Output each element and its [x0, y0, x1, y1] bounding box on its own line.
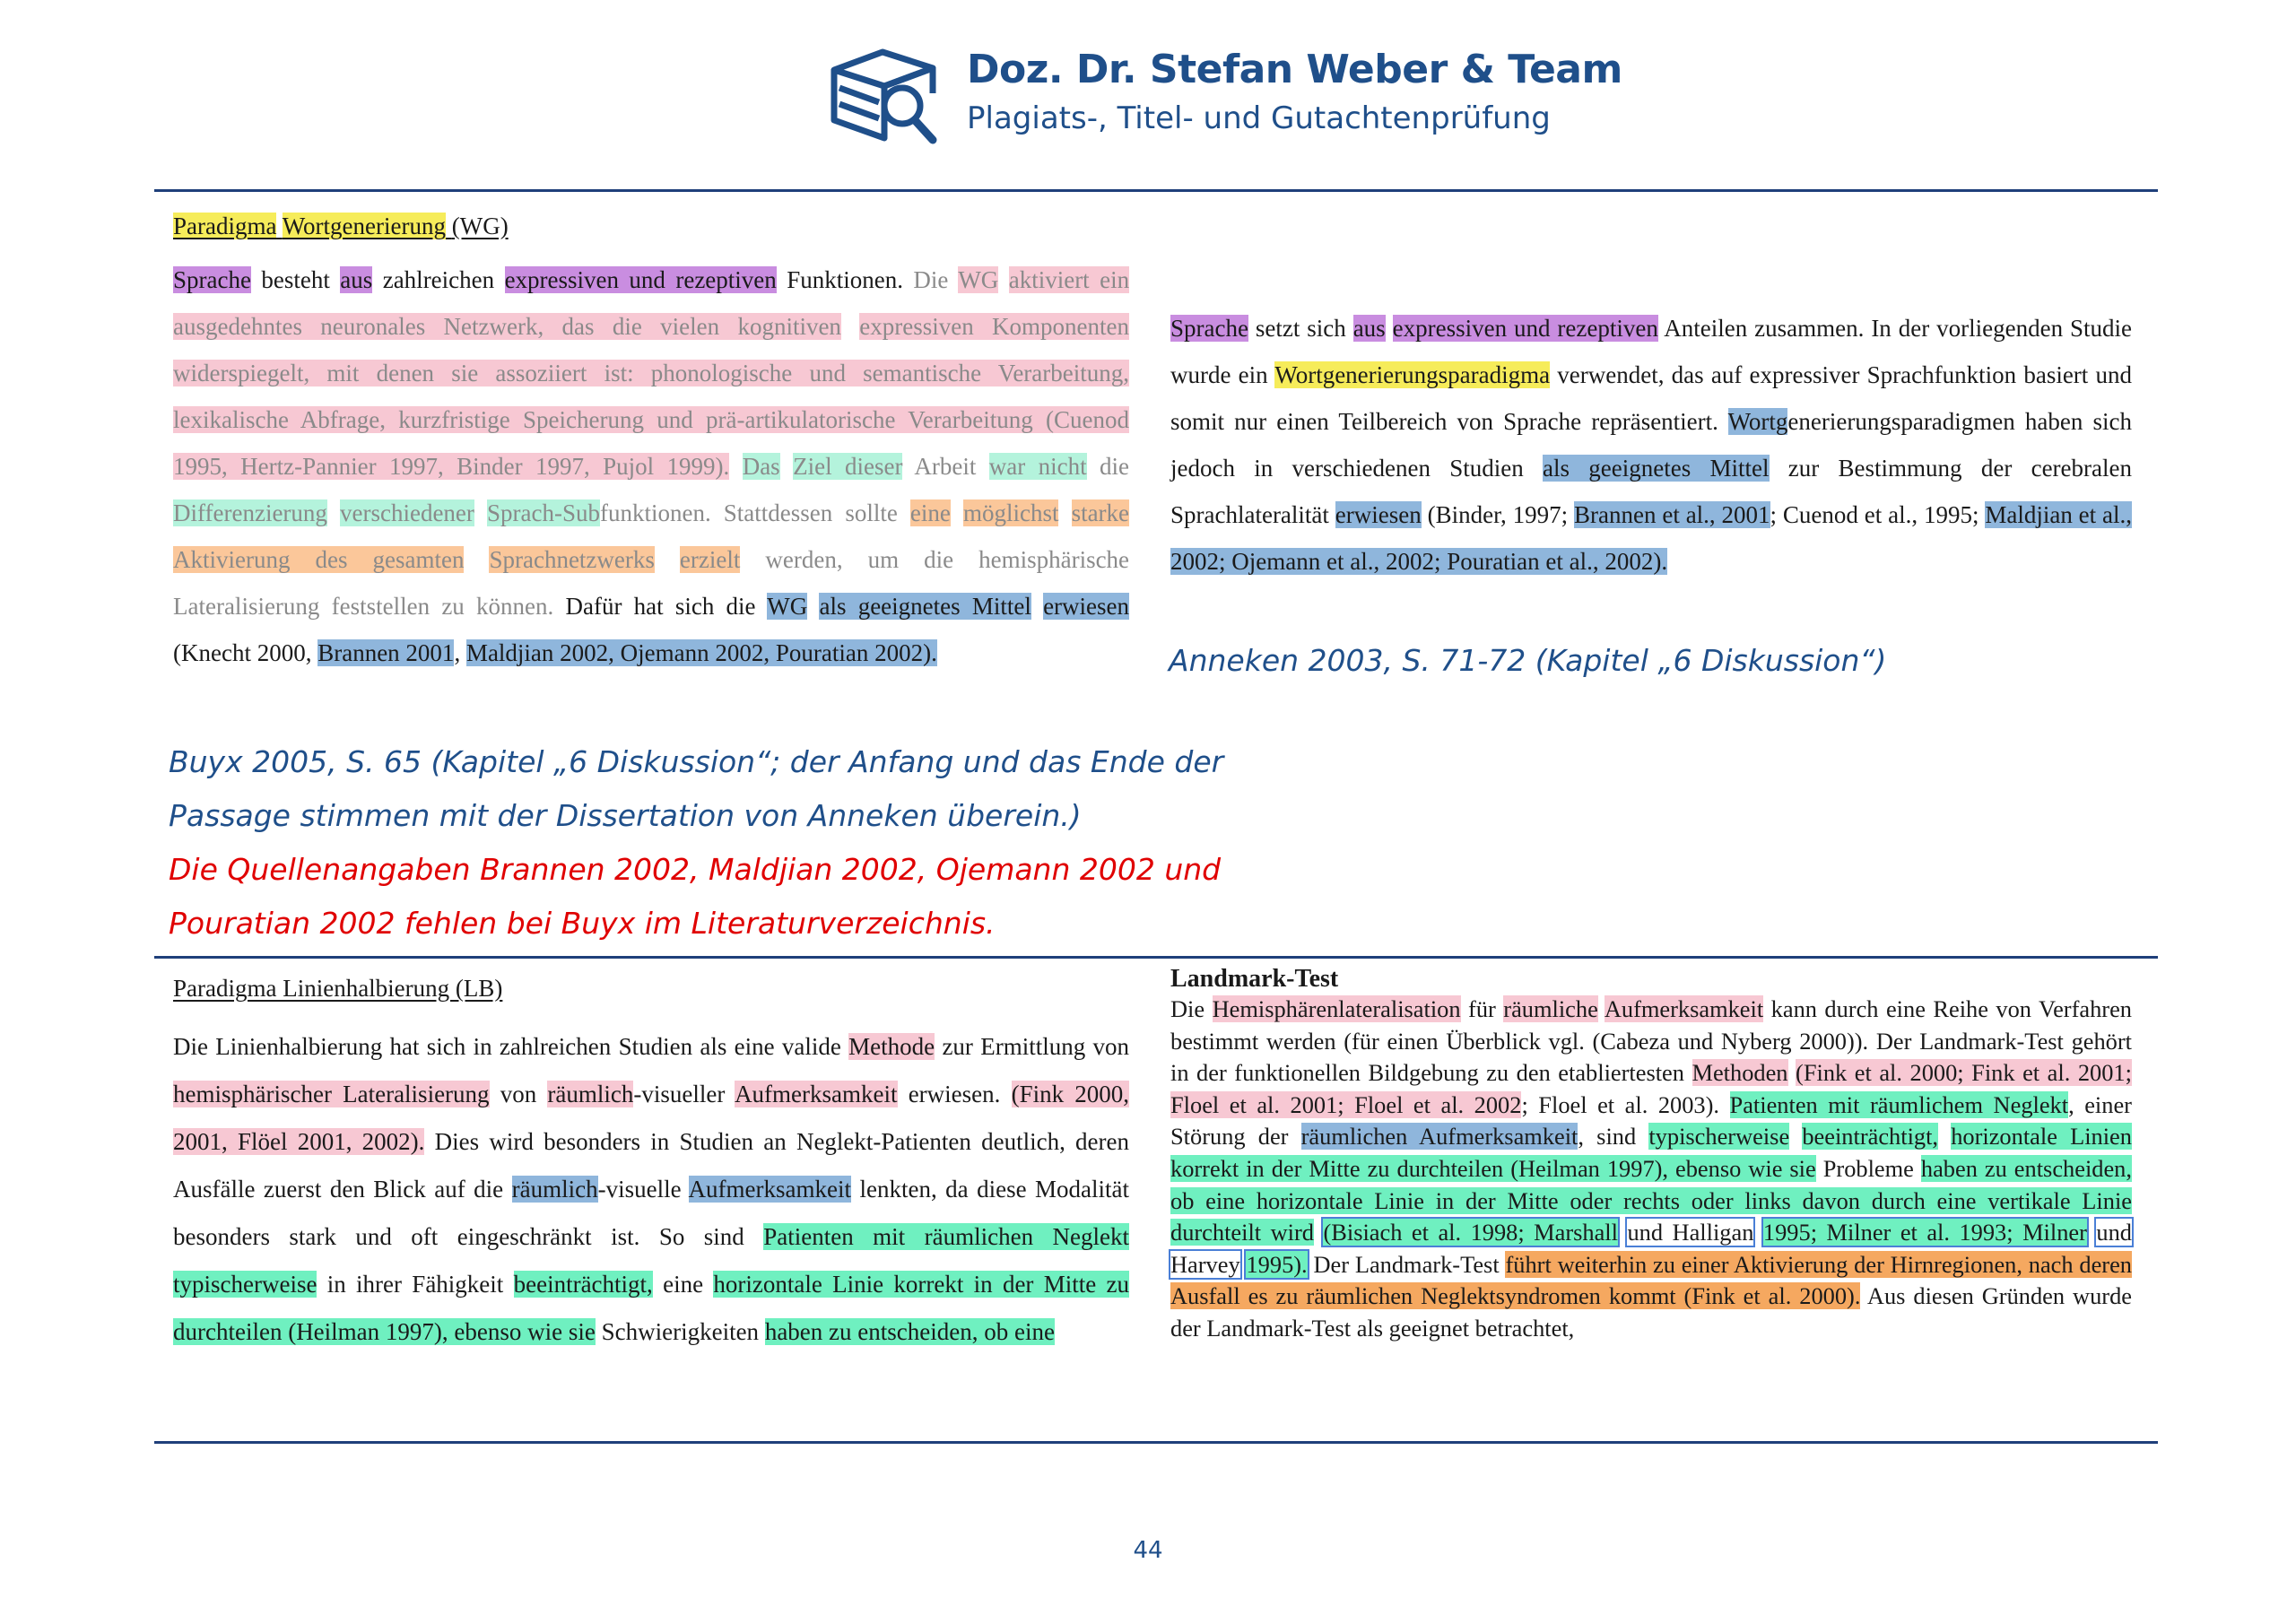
heading-landmark-test: Landmark-Test	[1170, 965, 1339, 993]
anneken-passage: Sprache setzt sich aus expressiven und rezeptiven Anteilen zusammen. In der vorliegenden Studie wurde ein Wortgenerierungsparadigma verwendet, das auf expressiver Sprachfunktion basiert und somit nur einen Teilbereich von Sprache repräsentiert. Wortgenerierungsparadigmen haben sich jedoch in verschiedenen Studien als geeignetes Mittel zur Bestimmung der cerebralen Sprachlateralität erwiesen (Binder, 1997; Brannen et al., 2001; Cuenod et al., 1995; Maldjian et al., 2002; Ojemann et al., 2002; Pouratian et al., 2002).	[1170, 315, 2133, 575]
caption-buyx-line-1: Buyx 2005, S. 65 (Kapitel „6 Diskussion“; der Anfang und das Ende der	[169, 744, 1224, 779]
page-number: 44	[1133, 1537, 1163, 1564]
brand-subtitle: Plagiats-, Titel- und Gutachtenprüfung	[967, 100, 1551, 136]
caption-anneken: Anneken 2003, S. 71-72 (Kapitel „6 Diskussion“)	[1169, 643, 1887, 678]
heading-wg: Paradigma Wortgenerierung (WG)	[173, 213, 509, 239]
divider-middle	[154, 956, 2158, 959]
buyx-lb-passage: Die Linienhalbierung hat sich in zahlreichen Studien als eine valide Methode zur Ermittlung von hemisphärischer Lateralisierung von räumlich-visueller Aufmerksamkeit erwiesen. (Fink 2000, 2001, Flöel 2001, 2002). Dies wird besonders in Studien an Neglekt-Patienten deutlich, deren Ausfälle zuerst den Blick auf die räumlich-visuelle Aufmerksamkeit lenkten, da diese Modalität besonders stark und oft eingeschränkt ist. So sind Patienten mit räumlichen Neglekt typischerweise in ihrer Fähigkeit beeinträchtigt, eine horizontale Linie korrekt in der Mitte zu durchteilen (Heilman 1997), ebenso wie sie Schwierigkeiten haben zu entscheiden, ob eine	[173, 1033, 1130, 1345]
note-missing-refs-line-2: Pouratian 2002 fehlen bei Buyx im Literaturverzeichnis.	[169, 906, 996, 941]
brand-name: Doz. Dr. Stefan Weber & Team	[967, 47, 1622, 92]
divider-bottom	[154, 1441, 2158, 1444]
buyx-passage: Sprache besteht aus zahlreichen expressiven und rezeptiven Funktionen. Die WG aktiviert ein ausgedehntes neuronales Netzwerk, das die vielen kognitiven expressiven Komponenten widerspiegelt, mit denen sie assoziiert ist: phonologische und semantische Verarbeitung, lexikalische Abfrage, kurzfristige Speicherung und prä-artikulatorische Verarbeitung (Cuenod 1995, Hertz-Pannier 1997, Binder 1997, Pujol 1999). Das Ziel dieser Arbeit war nicht die Differenzierung verschiedener Sprach-Subfunktionen. Stattdessen sollte eine möglichst starke Aktivierung des gesamten Sprachnetzwerks erzielt werden, um die hemisphärische Lateralisierung feststellen zu können. Dafür hat sich die WG als geeignetes Mittel erwiesen (Knecht 2000, Brannen 2001, Maldjian 2002, Ojemann 2002, Pouratian 2002).	[173, 266, 1130, 666]
divider-top	[154, 189, 2158, 192]
caption-buyx-line-2: Passage stimmen mit der Dissertation von Anneken überein.)	[169, 798, 1082, 833]
heading-lb: Paradigma Linienhalbierung (LB)	[173, 975, 503, 1002]
note-missing-refs-line-1: Die Quellenangaben Brannen 2002, Maldjian 2002, Ojemann 2002 und	[169, 852, 1222, 887]
landmark-passage: Die Hemisphärenlateralisation für räumliche Aufmerksamkeit kann durch eine Reihe von Verfahren bestimmt werden (für einen Überblick vgl. (Cabeza und Nyberg 2000)). Der Landmark-Test gehört in der funktionellen Bildgebung zu den etabliertesten Methoden (Fink et al. 2000; Fink et al. 2001; Floel et al. 2001; Floel et al. 2002; Floel et al. 2003). Patienten mit räumlichem Neglekt, einer Störung der räumlichen Aufmerksamkeit, sind typischerweise beeinträchtigt, horizontale Linien korrekt in der Mitte zu durchteilen (Heilman 1997), ebenso wie sie Probleme haben zu entscheiden, ob eine horizontale Linie in der Mitte oder rechts oder links davon durch eine vertikale Linie durchteilt wird (Bisiach et al. 1998; Marshall und Halligan 1995; Milner et al. 1993; Milner und Harvey 1995). Der Landmark-Test führt weiterhin zu einer Aktivierung der Hirnregionen, nach deren Ausfall es zu räumlichen Neglektsyndromen kommt (Fink et al. 2000). Aus diesen Gründen wurde der Landmark-Test als geeignet betrachtet,	[1170, 995, 2132, 1342]
books-magnifier-logo-icon	[827, 45, 939, 145]
